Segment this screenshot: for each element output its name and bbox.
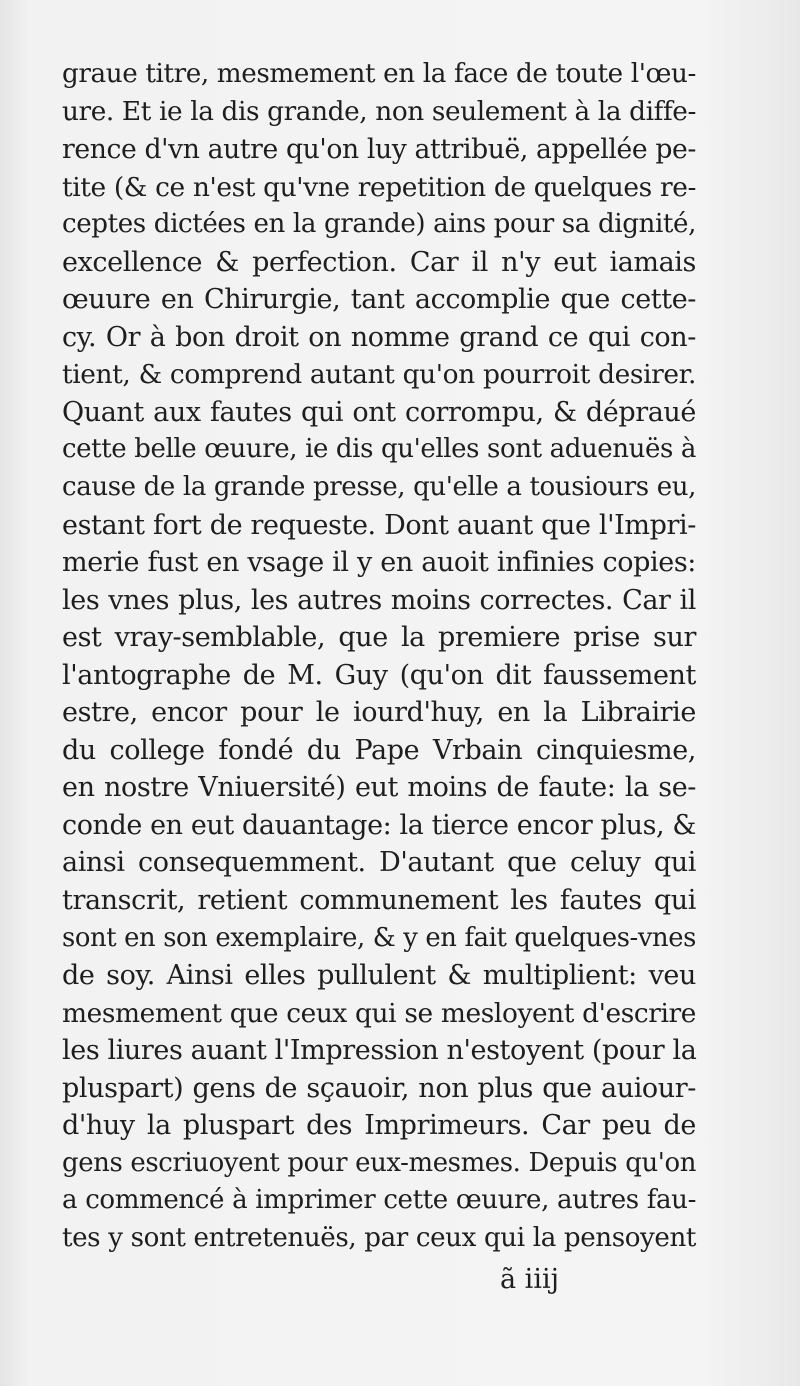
text-line: les liures auant l'Impression n'estoyent (pour la	[62, 1035, 697, 1067]
text-line: tes y sont entretenuës, par ceux qui la pensoyent	[62, 1222, 696, 1253]
text-line: d'huy la pluspart des Imprimeurs. Car peu de	[62, 1110, 696, 1142]
text-line: merie fust en vsage il y en auoit infinies copies:	[62, 547, 696, 579]
body-text	[62, 56, 696, 1258]
text-line: Quant aux fautes qui ont corrompu, & dépraué	[62, 396, 696, 428]
text-line: tite (& ce n'est qu'vne repetition de quelques re-	[62, 171, 696, 203]
text-line: cause de la grande presse, qu'elle a tousiours eu,	[62, 472, 696, 503]
text-line: ainsi consequemment. D'autant que celuy qui	[62, 847, 696, 879]
text-line: sont en son exemplaire, & y en fait quelques-vnes	[62, 922, 696, 953]
text-line: gens escriuoyent pour eux-mesmes. Depuis qu'on	[62, 1147, 696, 1178]
text-line: les vnes plus, les autres moins correctes. Car il	[62, 584, 696, 616]
text-line: rence d'vn autre qu'on luy attribuë, appellée pe-	[62, 134, 696, 166]
text-line: tient, & comprend autant qu'on pourroit desirer.	[62, 359, 696, 391]
text-line: transcrit, retient communement les fautes qui	[62, 885, 696, 917]
text-line: cette belle œuure, ie dis qu'elles sont aduenuës à	[62, 434, 696, 465]
text-line: estant fort de requeste. Dont auant que l'Impri-	[62, 509, 696, 541]
text-line: excellence & perfection. Car il n'y eut iamais	[62, 246, 696, 278]
text-line: ceptes dictées en la grande) ains pour sa dignité,	[62, 209, 696, 240]
text-line: graue titre, mesmement en la face de toute l'œu-	[62, 59, 696, 89]
text-line: pluspart) gens de sçauoir, non plus que auiour-	[62, 1072, 696, 1104]
text-line: de soy. Ainsi elles pullulent & multiplient: veu	[62, 960, 696, 992]
text-line: l'antographe de M. Guy (qu'on dit faussement	[62, 659, 696, 691]
text-line: conde en eut dauantage: la tierce encor plus, &	[62, 809, 696, 841]
text-line: est vray-semblable, que la premiere prise sur	[62, 622, 696, 654]
signature-mark: ã iiij	[500, 1264, 559, 1295]
text-line: en nostre Vniuersité) eut moins de faute: la se-	[62, 772, 696, 804]
text-line: a commencé à imprimer cette œuure, autres fau-	[62, 1185, 696, 1216]
text-line: œuure en Chirurgie, tant accomplie que cette-	[62, 284, 696, 316]
text-line: cy. Or à bon droit on nomme grand ce qui con-	[62, 321, 696, 353]
text-line: du college fondé du Pape Vrbain cinquiesme,	[62, 734, 696, 766]
text-line: mesmement que ceux qui se mesloyent d'escrire	[62, 997, 696, 1029]
text-line: estre, encor pour le iourd'huy, en la Librairie	[62, 697, 696, 729]
text-line: ure. Et ie la dis grande, non seulement à la diffe-	[62, 96, 696, 127]
